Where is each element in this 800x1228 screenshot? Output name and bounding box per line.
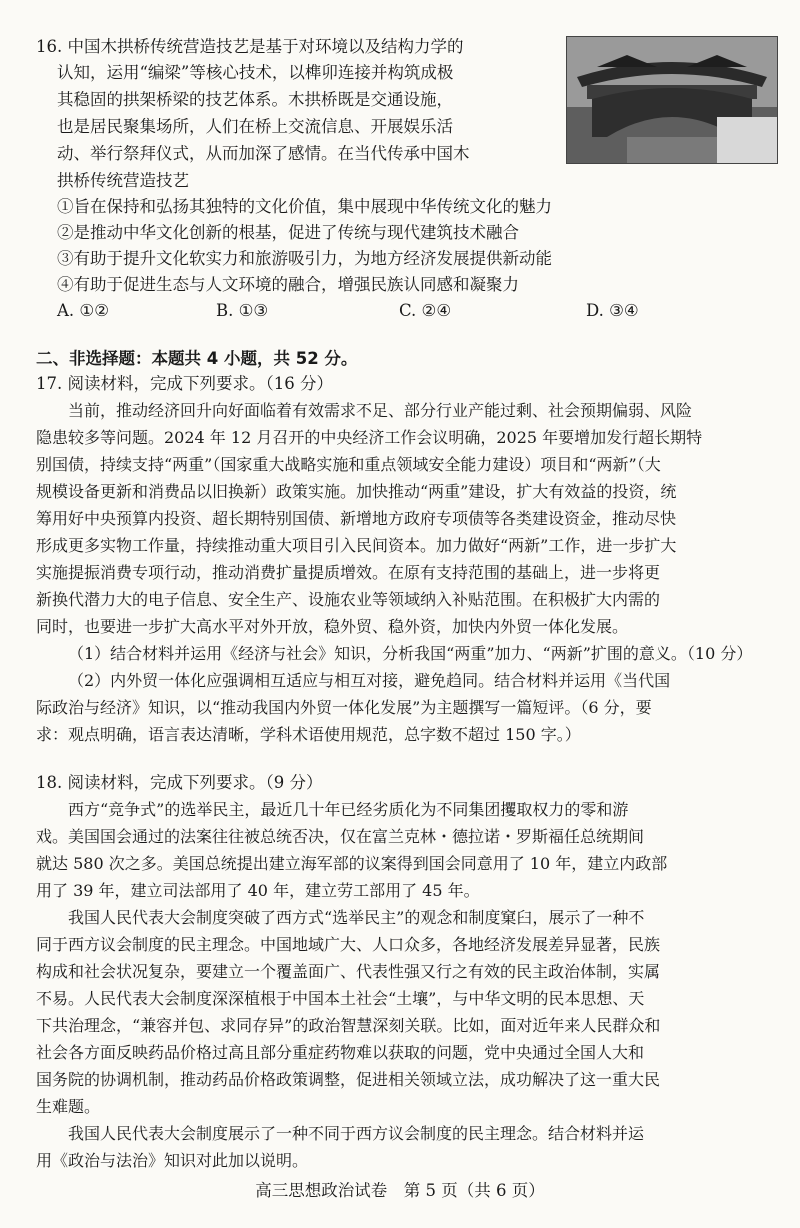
bridge-illustration bbox=[567, 37, 777, 163]
q16-line: 其稳固的拱架桥梁的技艺体系。木拱桥既是交通设施， bbox=[57, 90, 453, 109]
q17-line: 求：观点明确，语言表达清晰，学科术语使用规范，总字数不超过 150 字。） bbox=[36, 725, 581, 744]
q18-line: 下共治理念，“兼容并包、求同存异”的政治智慧深刻关联。比如，面对近年来人民群众和 bbox=[36, 1016, 661, 1035]
q16-item: ①旨在保持和弘扬其独特的文化价值，集中展现中华传统文化的魅力 bbox=[57, 197, 552, 216]
q18-line: 国务院的协调机制，推动药品价格政策调整，促进相关领域立法，成功解决了这一重大民 bbox=[36, 1070, 661, 1089]
q18-line: 生难题。 bbox=[36, 1097, 101, 1116]
q18-line: 同于西方议会制度的民主理念。中国地域广大、人口众多，各地经济发展差异显著，民族 bbox=[36, 935, 661, 954]
q17-subquestion-2: （2）内外贸一体化应强调相互适应与相互对接，避免趋同。结合材料并运用《当代国 bbox=[68, 671, 671, 690]
q16-line: 动、举行祭拜仪式，从而加深了感情。在当代传承中国木 bbox=[57, 144, 470, 163]
q16-option-d: D. ③④ bbox=[586, 301, 639, 320]
q16-option-a: A. ①② bbox=[57, 301, 109, 320]
q16-line: 也是居民聚集场所，人们在桥上交流信息、开展娱乐活 bbox=[57, 117, 453, 136]
q17-title: 17. 阅读材料，完成下列要求。（16 分） bbox=[36, 374, 333, 393]
q17-line: 际政治与经济》知识，以“推动我国内外贸一体化发展”为主题撰写一篇短评。（6 分，要 bbox=[36, 698, 652, 717]
q16-item: ④有助于促进生态与人文环境的融合，增强民族认同感和凝聚力 bbox=[57, 275, 519, 294]
q17-subquestion-1: （1）结合材料并运用《经济与社会》知识，分析我国“两重”加力、“两新”扩围的意义。（10 分） bbox=[68, 644, 753, 663]
q18-title: 18. 阅读材料，完成下列要求。（9 分） bbox=[36, 773, 323, 792]
wooden-arch-bridge-photo bbox=[566, 36, 778, 164]
q17-line: 规模设备更新和消费品以旧换新）政策实施。加快推动“两重”建设，扩大有效益的投资，统 bbox=[36, 482, 677, 501]
q17-line: 当前，推动经济回升向好面临着有效需求不足、部分行业产能过剩、社会预期偏弱、风险 bbox=[68, 401, 693, 420]
q17-line: 别国债，持续支持“两重”（国家重大战略实施和重点领域安全能力建设）项目和“两新”（大 bbox=[36, 455, 661, 474]
page-footer: 高三思想政治试卷 第 5 页（共 6 页） bbox=[255, 1181, 545, 1200]
q18-line: 戏。美国国会通过的法案往往被总统否决，仅在富兰克林・德拉诺・罗斯福任总统期间 bbox=[36, 827, 645, 846]
q17-line: 同时，也要进一步扩大高水平对外开放，稳外贸、稳外资，加快内外贸一体化发展。 bbox=[36, 617, 629, 636]
q18-question: 用《政治与法治》知识对此加以说明。 bbox=[36, 1151, 309, 1170]
q16-option-c: C. ②④ bbox=[399, 301, 452, 320]
q18-question: 我国人民代表大会制度展示了一种不同于西方议会制度的民主理念。结合材料并运 bbox=[68, 1124, 645, 1143]
q17-line: 形成更多实物工作量，持续推动重大项目引入民间资本。加力做好“两新”工作，进一步扩大 bbox=[36, 536, 677, 555]
q17-line: 新换代潜力大的电子信息、安全生产、设施农业等领域纳入补贴范围。在积极扩大内需的 bbox=[36, 590, 661, 609]
q18-line: 用了 39 年，建立司法部用了 40 年，建立劳工部用了 45 年。 bbox=[36, 881, 480, 900]
q16-item: ②是推动中华文化创新的根基，促进了传统与现代建筑技术融合 bbox=[57, 223, 519, 242]
q18-line: 构成和社会状况复杂，要建立一个覆盖面广、代表性强又行之有效的民主政治体制，实属 bbox=[36, 962, 661, 981]
q17-line: 隐患较多等问题。2024 年 12 月召开的中央经济工作会议明确，2025 年要增加发行超长期特 bbox=[36, 428, 703, 447]
q16-option-b: B. ①③ bbox=[216, 301, 269, 320]
q18-line: 不易。人民代表大会制度深深植根于中国本土社会“土壤”，与中华文明的民本思想、天 bbox=[36, 989, 645, 1008]
q18-line: 西方“竞争式”的选举民主，最近几十年已经劣质化为不同集团攫取权力的零和游 bbox=[68, 800, 629, 819]
q17-line: 实施提振消费专项行动，推动消费扩量提质增效。在原有支持范围的基础上，进一步将更 bbox=[36, 563, 661, 582]
q18-line: 就达 580 次之多。美国总统提出建立海军部的议案得到国会同意用了 10 年，建立内政部 bbox=[36, 854, 668, 873]
q16-line: 拱桥传统营造技艺 bbox=[57, 171, 189, 190]
section-heading: 二、非选择题：本题共 4 小题，共 52 分。 bbox=[36, 349, 358, 368]
q18-line: 社会各方面反映药品价格过高且部分重症药物难以获取的问题，党中央通过全国人大和 bbox=[36, 1043, 645, 1062]
q16-line: 认知，运用“编梁”等核心技术，以榫卯连接并构筑成极 bbox=[57, 63, 454, 82]
q17-line: 筹用好中央预算内投资、超长期特别国债、新增地方政府专项债等各类建设资金，推动尽快 bbox=[36, 509, 677, 528]
q16-line: 16. 中国木拱桥传统营造技艺是基于对环境以及结构力学的 bbox=[36, 37, 464, 56]
q18-line: 我国人民代表大会制度突破了西方式“选举民主”的观念和制度窠臼，展示了一种不 bbox=[68, 908, 645, 927]
q16-item: ③有助于提升文化软实力和旅游吸引力，为地方经济发展提供新动能 bbox=[57, 249, 552, 268]
